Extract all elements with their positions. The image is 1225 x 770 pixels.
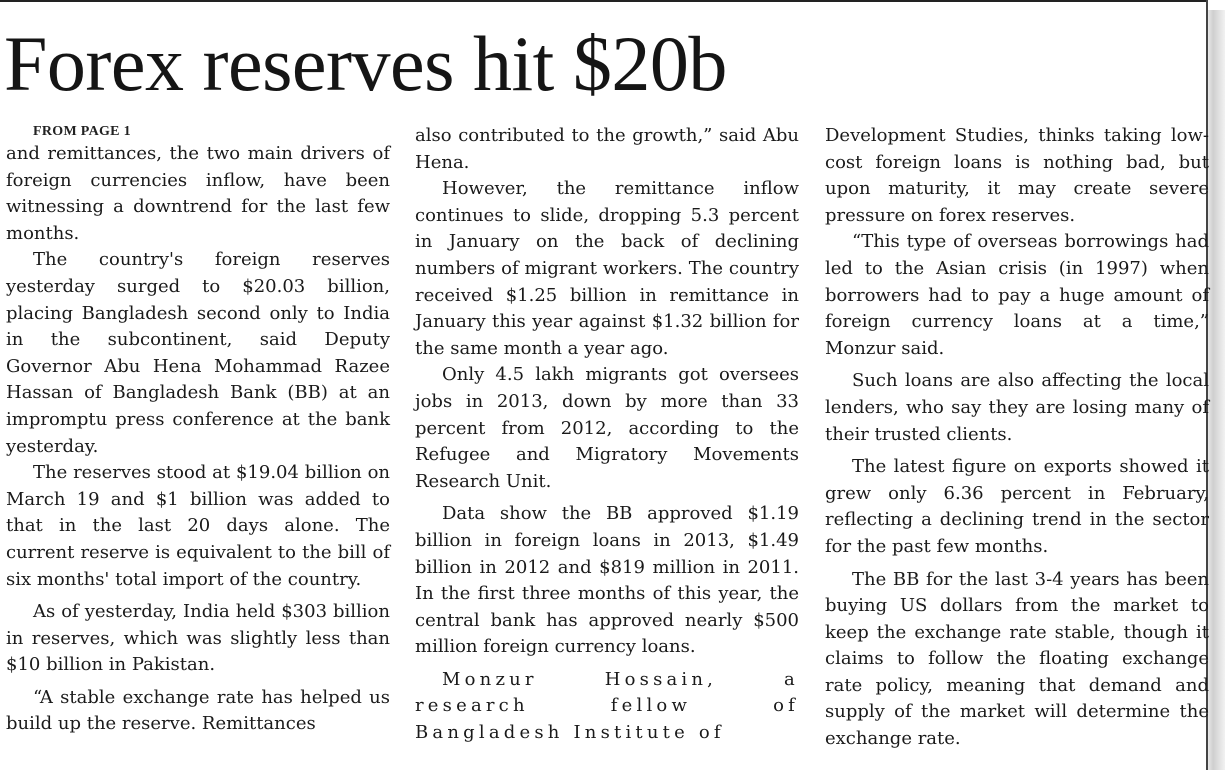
paragraph: Data show the BB approved $1.19 billion in foreign loans in 2013, $1.49 billion in 2012 and $819 million in 2011. In the first three months of this year, the central bank has approved nearly $500 million foreign currency loans. <box>415 503 799 658</box>
article-column-1 <box>6 123 390 738</box>
scan-edge-shadow <box>1208 10 1225 770</box>
paragraph: “A stable exchange rate has helped us build up the reserve. Remittances <box>6 686 390 735</box>
paragraph: However, the remittance inflow continues to slide, dropping 5.3 percent in January on the back of declining numbers of migrant workers. The country received $1.25 billion in remittance in January this year against $1.32 billion for the same month a year ago. <box>415 178 799 359</box>
paragraph: The latest figure on exports showed it grew only 6.36 percent in February, reflecting a declining trend in the sector for the past few months. <box>825 456 1209 557</box>
paragraph: Only 4.5 lakh migrants got oversees jobs in 2013, down by more than 33 percent from 2012, according to the Refugee and Migratory Movements Research Unit. <box>415 364 799 492</box>
paragraph: As of yesterday, India held $303 billion in reserves, which was slightly less than $10 billion in Pakistan. <box>6 601 390 676</box>
paragraph: Development Studies, thinks taking low-cost foreign loans is nothing bad, but upon maturity, it may create severe pressure on forex reserves. <box>825 125 1209 226</box>
top-border-rule <box>0 0 1206 2</box>
paragraph: Monzur Hossain, a research fellow of Bangladesh Institute of <box>415 668 799 744</box>
paragraph: also contributed to the growth,” said Abu Hena. <box>415 125 799 173</box>
paragraph: “This type of overseas borrowings had led to the Asian crisis (in 1997) when borrowers had to pay a huge amount of foreign currency loans at a time,” Monzur said. <box>825 231 1209 359</box>
article-headline: Forex reserves hit $20b <box>4 20 727 107</box>
article-column-2 <box>415 123 799 747</box>
dateline: FROM PAGE 1 <box>33 124 131 139</box>
article-column-3 <box>825 123 1209 753</box>
paragraph: The country's foreign reserves yesterday surged to $20.03 billion, placing Bangladesh second only to India in the subcontinent, said Deputy Governor Abu Hena Mohammad Razee Hassan of Bangladesh Bank (BB) at an impromptu press conference at the bank yesterday. <box>6 249 390 457</box>
paragraph: and remittances, the two main drivers of foreign currencies inflow, have been witnessing a downtrend for the last few months. <box>6 143 390 244</box>
paragraph: Such loans are also affecting the local lenders, who say they are losing many of their trusted clients. <box>825 370 1209 445</box>
paragraph: The reserves stood at $19.04 billion on March 19 and $1 billion was added to that in the last 20 days alone. The current reserve is equivalent to the bill of six months' total import of the country. <box>6 462 390 590</box>
paragraph: The BB for the last 3-4 years has been buying US dollars from the market to keep the exchange rate stable, though it claims to follow the floating exchange rate policy, meaning that demand and supply of the market will determine the exchange rate. <box>825 568 1209 750</box>
